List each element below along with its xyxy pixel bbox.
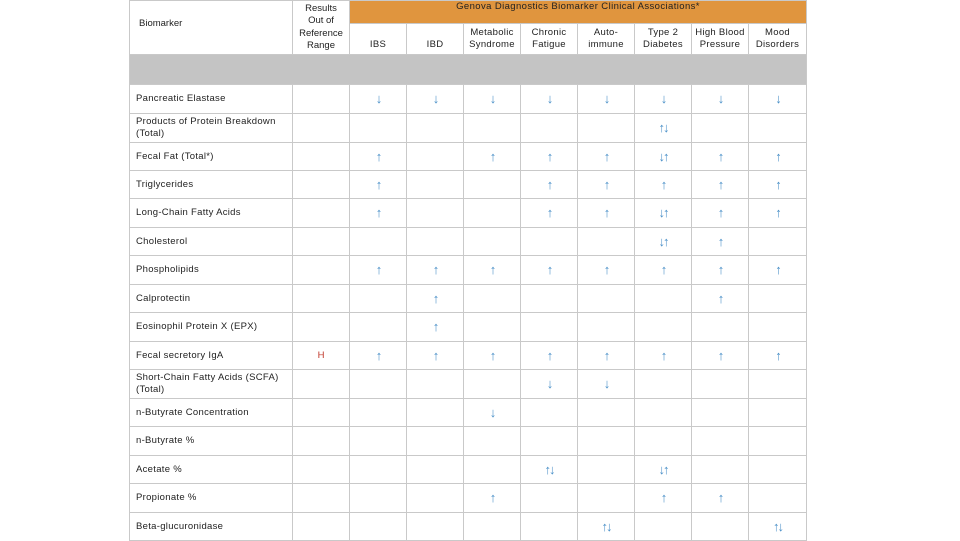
association-arrow-icon: ↑ bbox=[546, 176, 552, 192]
association-arrow-icon: ↑ bbox=[375, 148, 381, 164]
result-flag bbox=[293, 456, 350, 484]
association-cell bbox=[749, 484, 807, 513]
association-arrow-icon: ↓↑ bbox=[658, 461, 668, 477]
association-cell bbox=[407, 513, 464, 541]
association-cell bbox=[407, 199, 464, 228]
association-arrow-icon: ↑ bbox=[660, 490, 666, 505]
association-arrow-icon: ↑ bbox=[603, 148, 609, 164]
association-cell bbox=[350, 256, 407, 285]
association-cell bbox=[578, 370, 635, 399]
association-cell bbox=[521, 342, 578, 370]
condition-header-immune bbox=[578, 24, 635, 55]
table-row bbox=[130, 342, 807, 370]
association-arrow-icon: ↑ bbox=[775, 347, 780, 363]
association-arrow-icon: ↑ bbox=[775, 148, 780, 164]
condition-header-line: Type 2 bbox=[647, 27, 679, 38]
association-arrow-icon: ↓ bbox=[546, 376, 552, 391]
association-arrow-icon: ↓ bbox=[660, 91, 666, 106]
condition-header-pressure bbox=[692, 24, 749, 55]
results-header-line: Range bbox=[307, 40, 335, 51]
association-cell bbox=[578, 171, 635, 199]
association-arrow-icon: ↑ bbox=[717, 148, 723, 164]
table-row bbox=[130, 427, 807, 456]
association-arrow-icon: ↑ bbox=[432, 347, 438, 363]
table-row bbox=[130, 513, 807, 541]
association-cell bbox=[350, 399, 407, 427]
association-arrow-icon: ↑ bbox=[717, 262, 723, 277]
association-cell bbox=[692, 484, 749, 513]
biomarker-name: Phospholipids bbox=[130, 256, 293, 285]
association-arrow-icon: ↑↓ bbox=[544, 461, 554, 477]
association-cell bbox=[692, 171, 749, 199]
association-cell bbox=[350, 199, 407, 228]
association-cell bbox=[350, 484, 407, 513]
condition-header-diabetes bbox=[635, 24, 692, 55]
association-cell bbox=[464, 85, 521, 114]
association-arrow-icon: ↑ bbox=[717, 290, 723, 306]
condition-header-disorders bbox=[749, 24, 807, 55]
association-cell bbox=[521, 171, 578, 199]
association-cell bbox=[521, 228, 578, 256]
association-arrow-icon: ↑ bbox=[375, 262, 381, 277]
association-arrow-icon: ↓ bbox=[603, 91, 609, 106]
table-title: Genova Diagnostics Biomarker Clinical Associations* bbox=[350, 1, 807, 24]
association-arrow-icon: ↑ bbox=[717, 347, 723, 363]
association-cell bbox=[749, 85, 807, 114]
condition-header-line: Fatigue bbox=[532, 39, 566, 50]
table-row bbox=[130, 399, 807, 427]
condition-header-line: Diabetes bbox=[643, 39, 683, 50]
association-cell bbox=[692, 143, 749, 171]
association-cell bbox=[749, 313, 807, 342]
association-arrow-icon: ↑ bbox=[546, 262, 552, 277]
association-cell bbox=[521, 484, 578, 513]
association-arrow-icon: ↓ bbox=[375, 91, 381, 106]
biomarker-name: Propionate % bbox=[130, 484, 293, 513]
result-flag bbox=[293, 114, 350, 143]
condition-header-ibd bbox=[407, 24, 464, 55]
association-cell bbox=[350, 427, 407, 456]
association-cell bbox=[635, 370, 692, 399]
association-arrow-icon: ↑ bbox=[603, 262, 609, 277]
association-arrow-icon: ↑ bbox=[432, 319, 438, 334]
association-cell bbox=[464, 313, 521, 342]
association-cell bbox=[464, 513, 521, 541]
association-cell bbox=[407, 484, 464, 513]
association-cell bbox=[464, 171, 521, 199]
biomarker-associations-table bbox=[129, 0, 807, 541]
condition-header-line: Disorders bbox=[755, 39, 800, 50]
association-arrow-icon: ↓ bbox=[717, 91, 723, 106]
result-flag bbox=[293, 427, 350, 456]
table-row bbox=[130, 285, 807, 313]
association-arrow-icon: ↑ bbox=[603, 205, 609, 220]
condition-header-fatigue bbox=[521, 24, 578, 55]
condition-header-line bbox=[350, 27, 406, 39]
result-flag bbox=[293, 399, 350, 427]
association-cell bbox=[578, 427, 635, 456]
association-cell bbox=[350, 313, 407, 342]
association-arrow-icon: ↑ bbox=[375, 347, 381, 363]
association-cell bbox=[692, 513, 749, 541]
biomarker-name: Eosinophil Protein X (EPX) bbox=[130, 313, 293, 342]
results-header-line: Out of bbox=[308, 15, 334, 26]
association-cell bbox=[578, 342, 635, 370]
association-cell bbox=[521, 456, 578, 484]
association-arrow-icon: ↑ bbox=[717, 176, 723, 192]
association-arrow-icon: ↑ bbox=[375, 176, 381, 192]
association-arrow-icon: ↑ bbox=[660, 176, 666, 192]
association-arrow-icon: ↑ bbox=[375, 205, 381, 220]
association-cell bbox=[692, 370, 749, 399]
association-cell bbox=[635, 456, 692, 484]
association-cell bbox=[521, 513, 578, 541]
association-cell bbox=[749, 228, 807, 256]
condition-header-syndrome bbox=[464, 24, 521, 55]
association-cell bbox=[749, 171, 807, 199]
association-arrow-icon: ↑ bbox=[546, 205, 552, 220]
association-cell bbox=[350, 143, 407, 171]
association-arrow-icon: ↑ bbox=[775, 205, 780, 220]
association-cell bbox=[692, 342, 749, 370]
association-cell bbox=[635, 114, 692, 143]
association-cell bbox=[578, 285, 635, 313]
result-flag bbox=[293, 285, 350, 313]
association-cell bbox=[350, 370, 407, 399]
condition-header-line: Pressure bbox=[699, 39, 741, 50]
association-cell bbox=[749, 342, 807, 370]
association-cell bbox=[407, 114, 464, 143]
association-arrow-icon: ↑ bbox=[489, 490, 495, 505]
association-arrow-icon: ↓ bbox=[546, 91, 552, 106]
condition-header-line: Mood bbox=[765, 27, 790, 38]
association-cell bbox=[578, 513, 635, 541]
association-cell bbox=[464, 370, 521, 399]
association-cell bbox=[350, 513, 407, 541]
association-arrow-icon: ↑ bbox=[775, 176, 780, 192]
association-cell bbox=[578, 399, 635, 427]
biomarker-name: Acetate % bbox=[130, 456, 293, 484]
association-cell bbox=[578, 313, 635, 342]
association-cell bbox=[578, 85, 635, 114]
association-arrow-icon: ↑ bbox=[432, 262, 438, 277]
association-cell bbox=[350, 171, 407, 199]
association-cell bbox=[521, 114, 578, 143]
association-cell bbox=[350, 285, 407, 313]
association-cell bbox=[521, 85, 578, 114]
result-flag bbox=[293, 370, 350, 399]
association-cell bbox=[464, 256, 521, 285]
association-cell bbox=[749, 399, 807, 427]
condition-header-line bbox=[407, 27, 463, 39]
association-arrow-icon: ↑ bbox=[660, 262, 666, 277]
association-cell bbox=[635, 285, 692, 313]
association-cell bbox=[635, 143, 692, 171]
biomarker-name: Fecal Fat (Total*) bbox=[130, 143, 293, 171]
result-flag bbox=[293, 228, 350, 256]
biomarker-name: Products of Protein Breakdown (Total) bbox=[130, 114, 293, 143]
association-cell bbox=[464, 427, 521, 456]
association-arrow-icon: ↑ bbox=[489, 262, 495, 277]
association-cell bbox=[464, 399, 521, 427]
association-cell bbox=[692, 199, 749, 228]
association-cell bbox=[749, 256, 807, 285]
result-flag bbox=[293, 313, 350, 342]
condition-header-line: Metabolic bbox=[470, 27, 514, 38]
biomarker-name: Cholesterol bbox=[130, 228, 293, 256]
association-arrow-icon: ↑ bbox=[432, 290, 438, 306]
association-cell bbox=[578, 143, 635, 171]
results-header-line: Reference bbox=[299, 27, 343, 39]
association-cell bbox=[464, 484, 521, 513]
association-cell bbox=[521, 370, 578, 399]
association-cell bbox=[692, 85, 749, 114]
association-cell bbox=[635, 171, 692, 199]
condition-header-line: Syndrome bbox=[469, 39, 515, 50]
association-arrow-icon: ↑ bbox=[489, 347, 495, 363]
association-arrow-icon: ↓ bbox=[775, 91, 780, 106]
biomarker-name: Fecal secretory IgA bbox=[130, 342, 293, 370]
condition-header-line: Auto- bbox=[593, 27, 619, 38]
association-arrow-icon: ↑↓ bbox=[601, 518, 611, 534]
association-arrow-icon: ↓↑ bbox=[658, 148, 668, 164]
association-cell bbox=[521, 285, 578, 313]
association-cell bbox=[350, 85, 407, 114]
biomarker-name: Pancreatic Elastase bbox=[130, 85, 293, 114]
result-flag bbox=[293, 256, 350, 285]
association-arrow-icon: ↑ bbox=[603, 347, 609, 363]
association-cell bbox=[635, 342, 692, 370]
association-cell bbox=[350, 228, 407, 256]
association-cell bbox=[749, 143, 807, 171]
association-arrow-icon: ↑↓ bbox=[773, 518, 782, 534]
association-cell bbox=[578, 228, 635, 256]
association-cell bbox=[749, 456, 807, 484]
association-cell bbox=[464, 342, 521, 370]
association-cell bbox=[464, 143, 521, 171]
biomarker-name: Long-Chain Fatty Acids bbox=[130, 199, 293, 228]
result-flag bbox=[293, 513, 350, 541]
association-arrow-icon: ↑ bbox=[717, 233, 723, 249]
association-cell bbox=[521, 313, 578, 342]
association-cell bbox=[407, 143, 464, 171]
association-arrow-icon: ↓↑ bbox=[658, 205, 668, 220]
section-band-cell bbox=[130, 55, 807, 85]
association-cell bbox=[692, 313, 749, 342]
table-row bbox=[130, 171, 807, 199]
association-arrow-icon: ↑ bbox=[660, 347, 666, 363]
table-row bbox=[130, 85, 807, 114]
results-column-header bbox=[293, 1, 350, 55]
association-cell bbox=[521, 427, 578, 456]
association-cell bbox=[407, 171, 464, 199]
result-flag bbox=[293, 143, 350, 171]
association-cell bbox=[635, 256, 692, 285]
association-cell bbox=[350, 114, 407, 143]
association-cell bbox=[635, 228, 692, 256]
association-arrow-icon: ↑ bbox=[775, 262, 780, 277]
table-row bbox=[130, 313, 807, 342]
association-cell bbox=[578, 456, 635, 484]
association-cell bbox=[407, 313, 464, 342]
condition-header-ibs bbox=[350, 24, 407, 55]
association-cell bbox=[521, 199, 578, 228]
results-header-line: Results bbox=[305, 2, 337, 14]
association-cell bbox=[692, 114, 749, 143]
association-arrow-icon: ↓ bbox=[489, 404, 495, 420]
biomarker-name: Triglycerides bbox=[130, 171, 293, 199]
association-cell bbox=[692, 399, 749, 427]
association-cell bbox=[635, 513, 692, 541]
association-cell bbox=[407, 456, 464, 484]
association-cell bbox=[578, 114, 635, 143]
condition-header-line: IBS bbox=[369, 39, 387, 50]
association-cell bbox=[464, 199, 521, 228]
association-cell bbox=[635, 399, 692, 427]
association-cell bbox=[407, 256, 464, 285]
condition-header-line: High Blood bbox=[695, 27, 745, 38]
association-arrow-icon: ↓↑ bbox=[658, 233, 668, 249]
condition-header-line: IBD bbox=[426, 39, 444, 50]
association-arrow-icon: ↑↓ bbox=[658, 120, 668, 135]
table-row bbox=[130, 484, 807, 513]
biomarker-name: n-Butyrate Concentration bbox=[130, 399, 293, 427]
condition-header-line: Chronic bbox=[531, 27, 567, 38]
association-cell bbox=[749, 513, 807, 541]
association-cell bbox=[635, 85, 692, 114]
association-cell bbox=[578, 484, 635, 513]
association-cell bbox=[635, 484, 692, 513]
association-arrow-icon: ↑ bbox=[489, 148, 495, 164]
association-cell bbox=[407, 342, 464, 370]
association-cell bbox=[521, 256, 578, 285]
association-cell bbox=[407, 427, 464, 456]
association-cell bbox=[692, 256, 749, 285]
table-row bbox=[130, 370, 807, 399]
association-cell bbox=[578, 256, 635, 285]
association-arrow-icon: ↑ bbox=[717, 490, 723, 505]
association-cell bbox=[407, 370, 464, 399]
result-flag bbox=[293, 199, 350, 228]
association-cell bbox=[464, 456, 521, 484]
association-cell bbox=[407, 285, 464, 313]
association-cell bbox=[635, 427, 692, 456]
association-cell bbox=[749, 427, 807, 456]
biomarker-column-header: Biomarker bbox=[130, 1, 293, 55]
table-row bbox=[130, 114, 807, 143]
association-arrow-icon: ↓ bbox=[603, 376, 609, 391]
association-cell bbox=[749, 370, 807, 399]
association-cell bbox=[692, 427, 749, 456]
association-cell bbox=[350, 342, 407, 370]
table-row bbox=[130, 256, 807, 285]
association-cell bbox=[749, 199, 807, 228]
association-cell bbox=[692, 456, 749, 484]
biomarker-name: n-Butyrate % bbox=[130, 427, 293, 456]
section-band bbox=[130, 55, 807, 85]
association-cell bbox=[407, 85, 464, 114]
association-cell bbox=[692, 285, 749, 313]
association-cell bbox=[635, 199, 692, 228]
biomarker-name: Beta-glucuronidase bbox=[130, 513, 293, 541]
association-cell bbox=[635, 313, 692, 342]
condition-header-line: immune bbox=[588, 39, 624, 50]
association-cell bbox=[464, 114, 521, 143]
table-row bbox=[130, 199, 807, 228]
association-cell bbox=[749, 114, 807, 143]
table-row bbox=[130, 228, 807, 256]
biomarker-name: Calprotectin bbox=[130, 285, 293, 313]
association-cell bbox=[464, 228, 521, 256]
result-flag bbox=[293, 85, 350, 114]
association-cell bbox=[521, 143, 578, 171]
association-cell bbox=[749, 285, 807, 313]
association-cell bbox=[464, 285, 521, 313]
association-arrow-icon: ↓ bbox=[432, 91, 438, 106]
result-flag: H bbox=[293, 342, 350, 370]
association-arrow-icon: ↑ bbox=[717, 205, 723, 220]
association-arrow-icon: ↑ bbox=[603, 176, 609, 192]
table-row bbox=[130, 456, 807, 484]
association-cell bbox=[350, 456, 407, 484]
table-row bbox=[130, 143, 807, 171]
association-cell bbox=[578, 199, 635, 228]
association-cell bbox=[692, 228, 749, 256]
result-flag bbox=[293, 171, 350, 199]
association-arrow-icon: ↑ bbox=[546, 148, 552, 164]
result-flag bbox=[293, 484, 350, 513]
biomarker-name: Short-Chain Fatty Acids (SCFA) (Total) bbox=[130, 370, 293, 399]
association-arrow-icon: ↓ bbox=[489, 91, 495, 106]
association-arrow-icon: ↑ bbox=[546, 347, 552, 363]
association-cell bbox=[407, 228, 464, 256]
association-cell bbox=[407, 399, 464, 427]
association-cell bbox=[521, 399, 578, 427]
